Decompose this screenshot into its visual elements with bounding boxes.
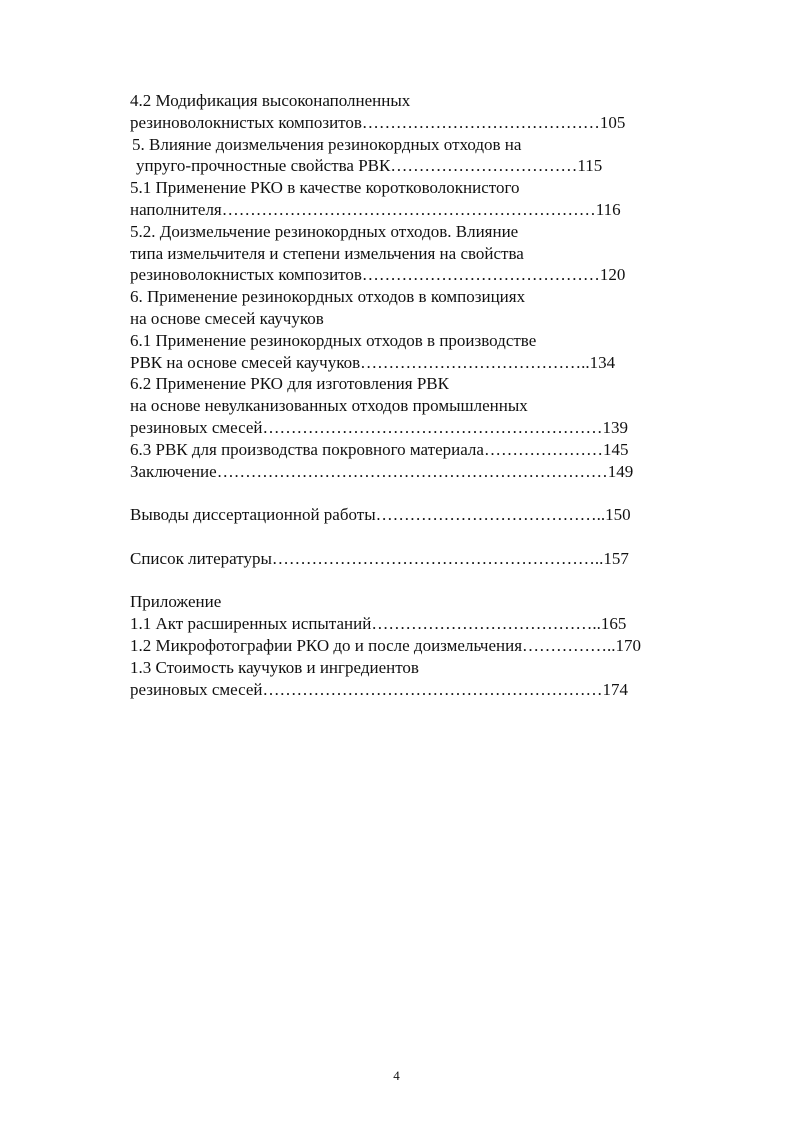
toc-line: наполнителя…………………………………………………………116 xyxy=(130,199,621,219)
toc-line: на основе смесей каучуков xyxy=(130,308,324,328)
toc-line: резиновых смесей……………………………………………………139 xyxy=(130,417,629,437)
toc-line: типа измельчителя и степени измельчения на свойства xyxy=(130,243,524,263)
toc-line: Заключение……………………………………………………………149 xyxy=(130,461,634,481)
toc-line: 5.1 Применение РКО в качестве коротковолокнистого xyxy=(130,178,520,198)
toc-spacer xyxy=(130,482,700,504)
toc-line: на основе невулканизованных отходов промышленных xyxy=(130,396,528,416)
toc-line: Приложение xyxy=(130,592,222,612)
toc-line: 1.1 Акт расширенных испытаний…………………………………..165 xyxy=(130,614,627,634)
table-of-contents xyxy=(130,90,700,700)
toc-line: резиновых смесей……………………………………………………174 xyxy=(130,679,629,699)
toc-line: упруго-прочностные свойства РВК……………………………115 xyxy=(136,156,603,176)
toc-line: РВК на основе смесей каучуков…………………………………..134 xyxy=(130,352,616,372)
toc-line: резиноволокнистых композитов……………………………………120 xyxy=(130,265,626,285)
toc-line: 6.1 Применение резинокордных отходов в производстве xyxy=(130,330,537,350)
toc-line: резиноволокнистых композитов……………………………………105 xyxy=(130,112,626,132)
toc-line: 6. Применение резинокордных отходов в композициях xyxy=(130,287,526,307)
toc-line: 1.3 Стоимость каучуков и ингредиентов xyxy=(130,657,419,677)
toc-line: Выводы диссертационной работы…………………………………..150 xyxy=(130,505,631,525)
toc-line: 5. Влияние доизмельчения резинокордных отходов на xyxy=(132,134,522,154)
toc-line: 6.3 РВК для производства покровного материала…………………145 xyxy=(130,439,629,459)
toc-line: 6.2 Применение РКО для изготовления РВК xyxy=(130,374,449,394)
toc-spacer xyxy=(130,526,700,548)
toc-line: 5.2. Доизмельчение резинокордных отходов. Влияние xyxy=(130,221,519,241)
toc-line: 1.2 Микрофотографии РКО до и после доизмельчения……………..170 xyxy=(130,635,642,655)
toc-line: Список литературы…………………………………………………..157 xyxy=(130,548,629,568)
page-number: 4 xyxy=(393,1068,400,1083)
toc-line: 4.2 Модификация высоконаполненных xyxy=(130,91,411,110)
toc-spacer xyxy=(130,570,700,592)
